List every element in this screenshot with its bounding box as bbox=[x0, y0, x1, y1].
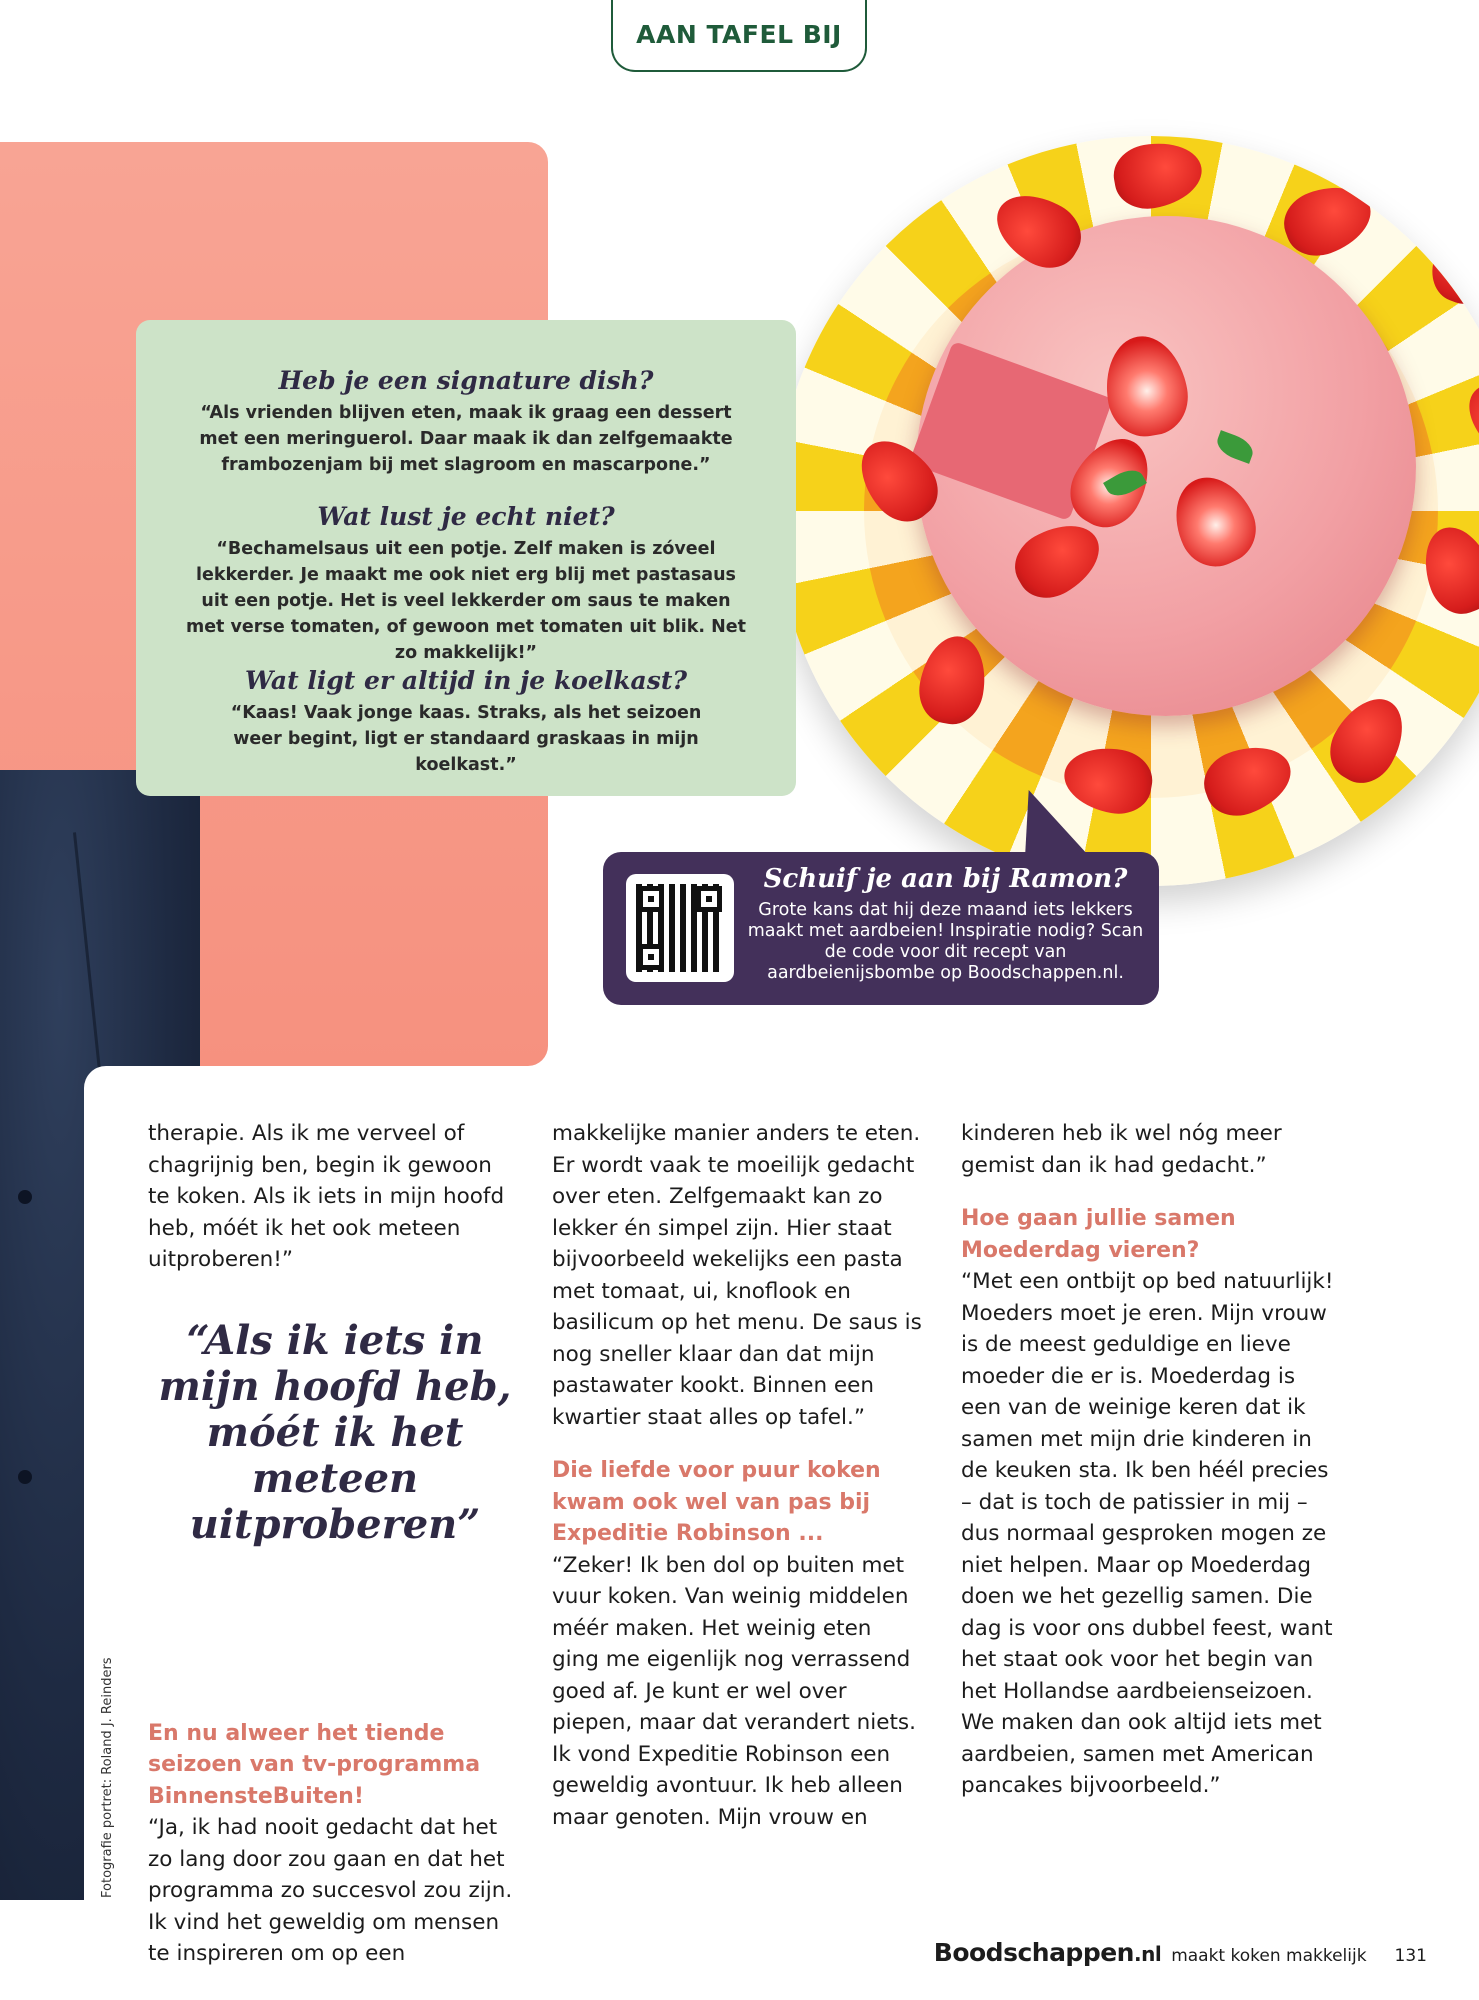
qa-item bbox=[136, 502, 796, 666]
qa-question: Wat ligt er altijd in je koelkast? bbox=[244, 666, 688, 695]
paragraph: “Met een ontbijt op bed natuurlijk! Moeders moet je eren. Mijn vrouw is de meest geduldige en lieve moeder die er is. Moederdag is een van de weinige keren dat ik samen met mijn drie kinderen in de keuken sta. Ik ben héél precies – dat is toch de patissier in mij – dus normaal gesproken mogen ze niet helpen. Maar op Moederdag doen we het gezellig samen. Die dag is voor ons dubbel feest, want het staat ook voor het begin van het Hollandse aardbeienseizoen. bbox=[961, 1269, 1334, 1704]
paragraph: makkelijke manier anders te eten. Er wordt vaak te moeilijk gedacht over eten. Zelfgemaakt kan zo lekker én simpel zijn. Hier staat bijvoorbeeld wekelijks een pasta met tomaat, ui, knoflook en basilicum op het menu. De saus is nog sneller klaar dan dat mijn pastawater kookt. Binnen een kwartier staat alles op tafel.” bbox=[552, 1121, 922, 1430]
column-2 bbox=[552, 1118, 924, 1833]
qr-callout bbox=[603, 852, 1159, 1005]
paragraph: “Zeker! Ik ben dol op buiten met vuur koken. Van weinig middelen méér maken. Het weinig eten ging me eigenlijk nog verrassend goed af. Je kunt er wel over piepen, maar dat verandert niets. Ik vond Expeditie Robinson een geweldig avontuur. Ik heb alleen maar genoten. Mijn vrouw en bbox=[552, 1552, 916, 1830]
qa-item bbox=[136, 666, 796, 778]
section-tab: AAN TAFEL BIJ bbox=[611, 0, 867, 72]
paragraph: “Ja, ik had nooit gedacht dat het zo lang door zou gaan en dat het programma zo succesvol zou zijn. Ik vind het geweldig om mensen te inspireren om op een bbox=[148, 1815, 513, 1966]
pull-quote: “Als ik iets in mijn hoofd heb, móét ik het meteen uitproberen” bbox=[158, 1317, 512, 1548]
strawberry-bombe-photo bbox=[776, 136, 1479, 886]
qr-code[interactable] bbox=[626, 874, 734, 982]
subheading: Die liefde voor puur koken kwam ook wel van pas bij Expeditie Robinson ... bbox=[552, 1458, 881, 1546]
qa-answer: “Kaas! Vaak jonge kaas. Straks, als het seizoen weer begint, ligt er standaard graskaas in mijn koelkast.” bbox=[230, 703, 702, 775]
column-3 bbox=[961, 1118, 1341, 1802]
subheading: Hoe gaan jullie samen Moederdag vieren? bbox=[961, 1206, 1236, 1263]
qr-callout-title: Schuif je aan bij Ramon? bbox=[763, 864, 1128, 894]
paragraph: We maken dan ook altijd iets met aardbeien, samen met American pancakes bijvoorbeeld.” bbox=[961, 1710, 1322, 1798]
brand-suffix: .nl bbox=[1133, 1942, 1162, 1966]
brand-tagline: maakt koken makkelijk bbox=[1171, 1946, 1367, 1966]
qa-answer: “Als vrienden blijven eten, maak ik graag een dessert met een meringuerol. Daar maak ik dan zelfgemaakte frambozenjam bij met slagroom en mascarpone.” bbox=[199, 403, 733, 475]
brand-logo[interactable] bbox=[934, 1938, 1161, 1967]
paragraph: kinderen heb ik wel nóg meer gemist dan ik had gedacht.” bbox=[961, 1121, 1282, 1178]
photo-credit: Fotografie portret: Roland J. Reinders bbox=[100, 1657, 115, 1898]
page-footer bbox=[934, 1938, 1427, 1967]
paragraph: therapie. Als ik me verveel of chagrijnig ben, begin ik gewoon te koken. Als ik iets in mijn hoofd heb, móét ik het ook meteen uitproberen!” bbox=[148, 1121, 505, 1272]
qr-callout-body: Grote kans dat hij deze maand iets lekkers maakt met aardbeien! Inspiratie nodig? Scan de code voor dit recept van aardbeienijsbombe op Boodschappen.nl. bbox=[747, 900, 1144, 983]
subheading: En nu alweer het tiende seizoen van tv-programma BinnensteBuiten! bbox=[148, 1720, 481, 1809]
page-number: 131 bbox=[1394, 1946, 1427, 1966]
brand-name: Boodschappen bbox=[933, 1938, 1134, 1967]
qa-question: Wat lust je echt niet? bbox=[317, 502, 615, 531]
qa-question: Heb je een signature dish? bbox=[278, 366, 654, 395]
qa-answer: “Bechamelsaus uit een potje. Zelf maken is zóveel lekkerder. Je maakt me ook niet erg blij met pastasaus uit een potje. Het is veel lekkerder om saus te maken met verse tomaten, of gewoon met tomaten uit blik. Net zo makkelijk!” bbox=[185, 539, 747, 663]
qa-item bbox=[136, 366, 796, 478]
